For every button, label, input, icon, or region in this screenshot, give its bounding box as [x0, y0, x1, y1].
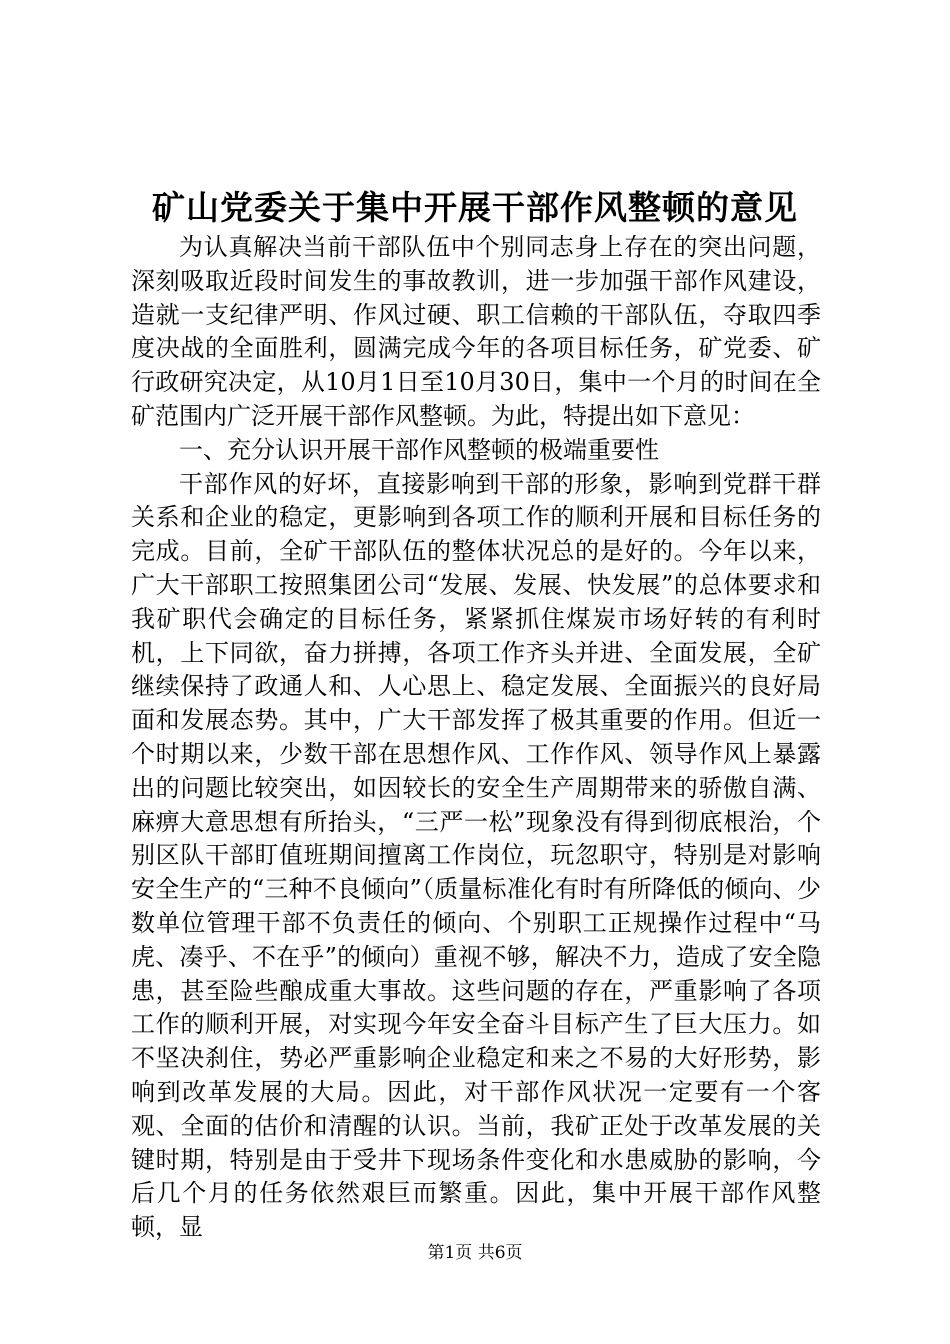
- body-paragraph: 干部作风的好坏，直接影响到干部的形象，影响到党群干群关系和企业的稳定，更影响到各项工作的顺利开展和目标任务的完成。目前，全矿干部队伍的整体状况总的是好的。今年以来，广大干部职工按照集团公司“发展、发展、快发展”的总体要求和我矿职代会确定的目标任务，紧紧抓住煤炭市场好转的有利时机，上下同欲，奋力拼搏，各项工作齐头并进、全面发展，全矿继续保持了政通人和、人心思上、稳定发展、全面振兴的良好局面和发展态势。其中，广大干部发挥了极其重要的作用。但近一个时期以来，少数干部在思想作风、工作作风、领导作风上暴露出的问题比较突出，如因较长的安全生产周期带来的骄傲自满、麻痹大意思想有所抬头，“三严一松”现象没有得到彻底根治，个别区队干部盯值班期间擅离工作岗位，玩忽职守，特别是对影响安全生产的“三种不良倾向”（质量标准化有时有所降低的倾向、少数单位管理干部不负责任的倾向、个别职工正规操作过程中“马虎、凑乎、不在乎”的倾向）重视不够，解决不力，造成了安全隐患，甚至险些酿成重大事故。这些问题的存在，严重影响了各项工作的顺利开展，对实现今年安全奋斗目标产生了巨大压力。如不坚决刹住，势必严重影响企业稳定和来之不易的大好形势，影响到改革发展的大局。因此，对干部作风状况一定要有一个客观、全面的估价和清醒的认识。当前，我矿正处于改革发展的关键时期，特别是由于受井下现场条件变化和水患威胁的影响，今后几个月的任务依然艰巨而繁重。因此，集中开展干部作风整顿，显: [131, 469, 821, 1242]
- document-body: [131, 231, 821, 1245]
- document-title: 矿山党委关于集中开展干部作风整顿的意见: [152, 188, 798, 227]
- page-footer: 第1页 共6页: [427, 1243, 523, 1263]
- intro-paragraph: 为认真解决当前干部队伍中个别同志身上存在的突出问题，深刻吸取近段时间发生的事故教训，进一步加强干部作风建设，造就一支纪律严明、作风过硬、职工信赖的干部队伍，夺取四季度决战的全面胜利，圆满完成今年的各项目标任务，矿党委、矿行政研究决定，从10月1日至10月30日，集中一个月的时间在全矿范围内广泛开展干部作风整顿。为此，特提出如下意见：: [131, 233, 821, 430]
- section-heading: 一、充分认识开展干部作风整顿的极端重要性: [179, 435, 659, 464]
